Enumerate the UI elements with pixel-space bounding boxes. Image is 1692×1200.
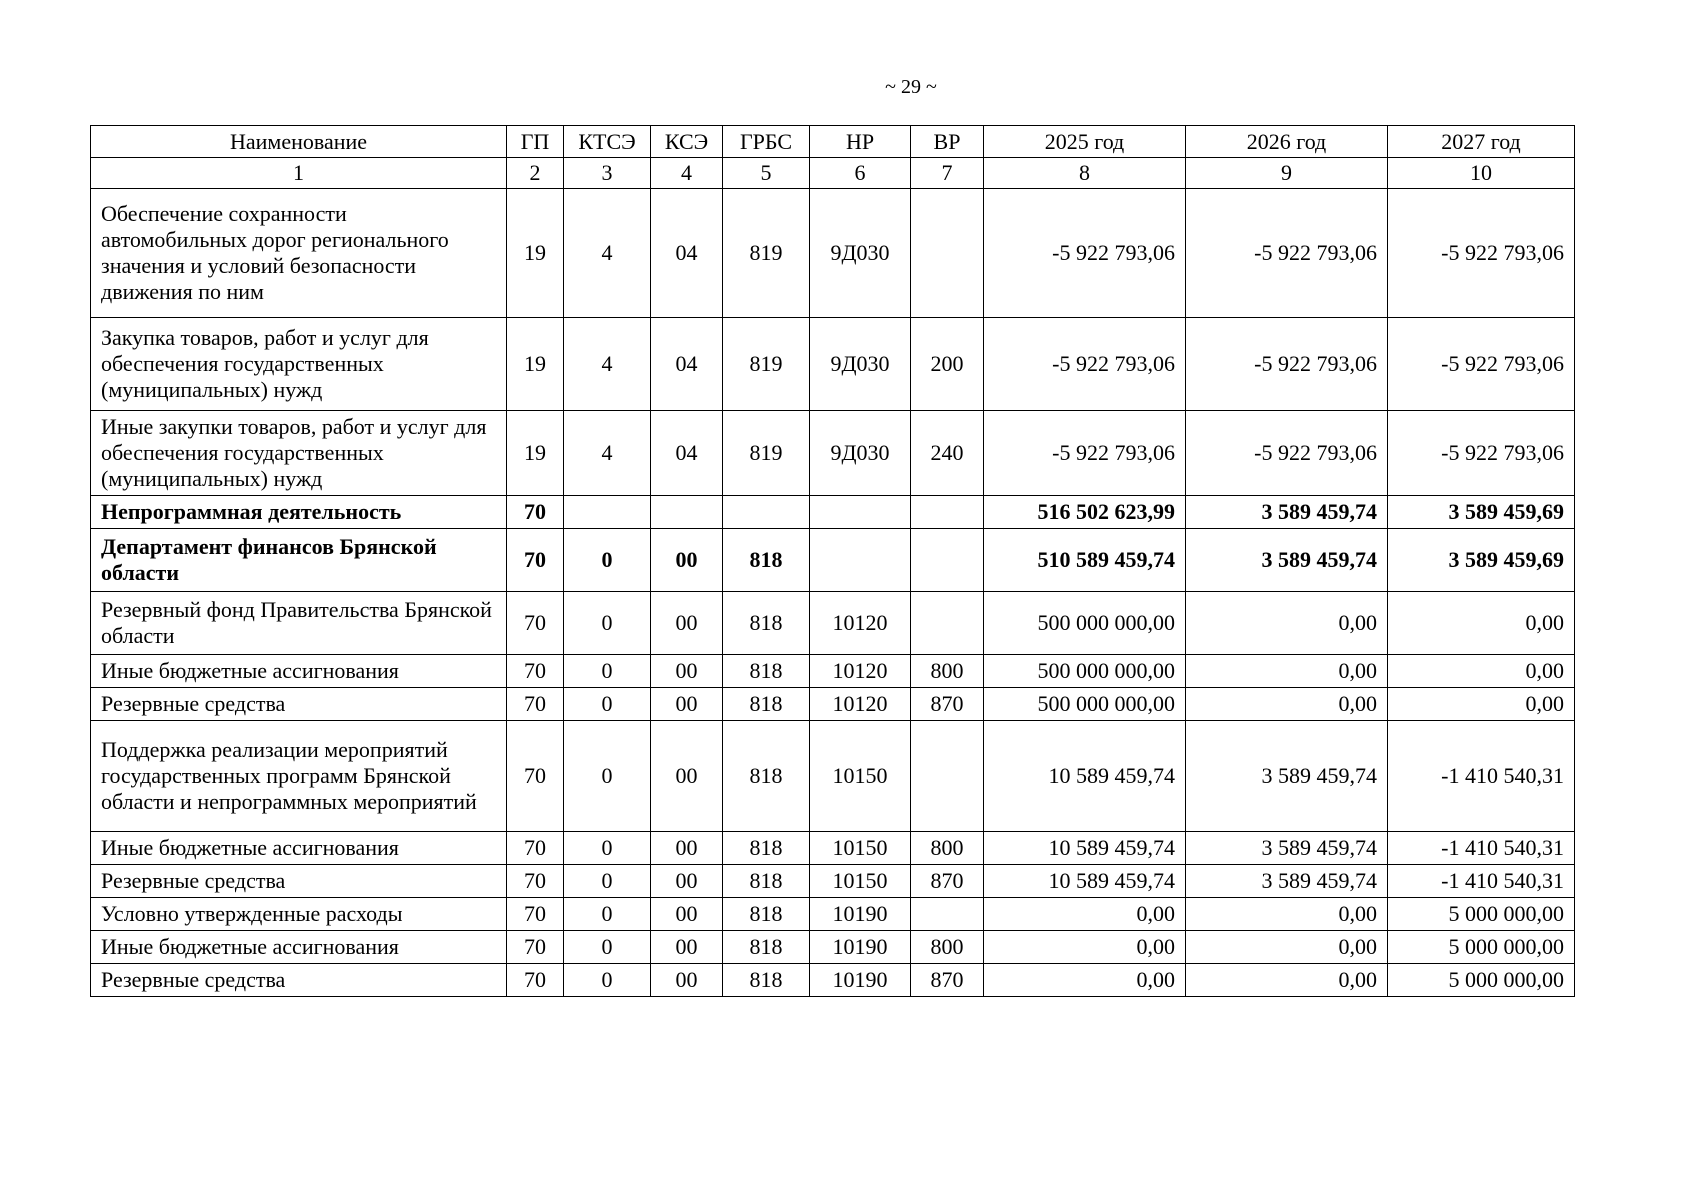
row-vr: 800	[911, 832, 984, 865]
row-vr	[911, 189, 984, 318]
row-2027: 5 000 000,00	[1388, 898, 1575, 931]
row-grbs	[723, 496, 810, 529]
row-2025: 500 000 000,00	[984, 688, 1186, 721]
row-2026: 0,00	[1186, 655, 1388, 688]
row-nr: 9Д030	[810, 411, 911, 496]
column-number: 4	[651, 158, 723, 189]
row-kse: 00	[651, 592, 723, 655]
table-row-total	[91, 496, 1575, 529]
row-grbs: 818	[723, 964, 810, 997]
row-vr: 870	[911, 865, 984, 898]
row-kse: 00	[651, 832, 723, 865]
header-gp: ГП	[507, 126, 564, 158]
column-number: 8	[984, 158, 1186, 189]
row-ktse: 0	[564, 688, 651, 721]
row-vr: 800	[911, 931, 984, 964]
row-name: Обеспечение сохранности автомобильных дорог регионального значения и условий безопасности движения по ним	[91, 189, 507, 318]
row-kse: 00	[651, 529, 723, 592]
row-nr: 10190	[810, 964, 911, 997]
column-number: 9	[1186, 158, 1388, 189]
row-vr	[911, 721, 984, 832]
row-gp: 70	[507, 865, 564, 898]
row-2027: 0,00	[1388, 688, 1575, 721]
row-2025: 0,00	[984, 964, 1186, 997]
row-grbs: 819	[723, 318, 810, 411]
column-number: 2	[507, 158, 564, 189]
header-grbs: ГРБС	[723, 126, 810, 158]
row-ktse: 0	[564, 721, 651, 832]
row-2027: 5 000 000,00	[1388, 931, 1575, 964]
header-kse: КСЭ	[651, 126, 723, 158]
row-kse: 04	[651, 189, 723, 318]
row-ktse: 0	[564, 898, 651, 931]
row-kse: 00	[651, 931, 723, 964]
row-2025: -5 922 793,06	[984, 318, 1186, 411]
header-ktse: КТСЭ	[564, 126, 651, 158]
row-name: Резервные средства	[91, 865, 507, 898]
row-gp: 70	[507, 832, 564, 865]
row-vr	[911, 898, 984, 931]
row-2025: 10 589 459,74	[984, 721, 1186, 832]
row-grbs: 818	[723, 688, 810, 721]
row-vr: 870	[911, 964, 984, 997]
row-nr: 9Д030	[810, 189, 911, 318]
row-name: Департамент финансов Брянской области	[91, 529, 507, 592]
table-row	[91, 832, 1575, 865]
row-kse: 00	[651, 688, 723, 721]
row-2026: 3 589 459,74	[1186, 529, 1388, 592]
column-number: 5	[723, 158, 810, 189]
row-2026: 0,00	[1186, 964, 1388, 997]
row-2027: -1 410 540,31	[1388, 865, 1575, 898]
row-2027: -5 922 793,06	[1388, 189, 1575, 318]
row-nr: 10150	[810, 832, 911, 865]
row-ktse: 0	[564, 931, 651, 964]
row-ktse: 0	[564, 865, 651, 898]
header-2026: 2026 год	[1186, 126, 1388, 158]
row-name: Резервные средства	[91, 688, 507, 721]
row-nr: 10190	[810, 931, 911, 964]
row-2027: -1 410 540,31	[1388, 721, 1575, 832]
header-2025: 2025 год	[984, 126, 1186, 158]
row-2025: 0,00	[984, 898, 1186, 931]
row-2027: 5 000 000,00	[1388, 964, 1575, 997]
row-name: Иные бюджетные ассигнования	[91, 832, 507, 865]
row-gp: 70	[507, 898, 564, 931]
row-nr: 10120	[810, 688, 911, 721]
row-gp: 70	[507, 592, 564, 655]
row-2027: -5 922 793,06	[1388, 318, 1575, 411]
row-2025: 500 000 000,00	[984, 592, 1186, 655]
row-gp: 70	[507, 655, 564, 688]
row-name: Резервные средства	[91, 964, 507, 997]
row-2026: 3 589 459,74	[1186, 496, 1388, 529]
row-gp: 19	[507, 411, 564, 496]
table-row	[91, 931, 1575, 964]
row-kse: 04	[651, 411, 723, 496]
row-nr	[810, 496, 911, 529]
table-row	[91, 411, 1575, 496]
row-gp: 70	[507, 721, 564, 832]
row-name: Иные бюджетные ассигнования	[91, 655, 507, 688]
table-row	[91, 898, 1575, 931]
row-ktse: 4	[564, 189, 651, 318]
row-2026: 3 589 459,74	[1186, 865, 1388, 898]
table-row	[91, 189, 1575, 318]
row-grbs: 818	[723, 592, 810, 655]
row-ktse: 0	[564, 529, 651, 592]
table-row	[91, 721, 1575, 832]
row-ktse: 4	[564, 318, 651, 411]
row-grbs: 818	[723, 832, 810, 865]
row-name: Иные закупки товаров, работ и услуг для обеспечения государственных (муниципальных) нужд	[91, 411, 507, 496]
row-grbs: 818	[723, 655, 810, 688]
row-ktse: 0	[564, 964, 651, 997]
row-ktse: 4	[564, 411, 651, 496]
row-grbs: 818	[723, 931, 810, 964]
row-gp: 19	[507, 318, 564, 411]
row-grbs: 819	[723, 189, 810, 318]
row-ktse	[564, 496, 651, 529]
row-2026: 0,00	[1186, 898, 1388, 931]
row-vr: 800	[911, 655, 984, 688]
row-nr	[810, 529, 911, 592]
row-gp: 70	[507, 496, 564, 529]
table-row	[91, 655, 1575, 688]
row-kse: 00	[651, 721, 723, 832]
column-number: 7	[911, 158, 984, 189]
row-nr: 10150	[810, 865, 911, 898]
header-vr: ВР	[911, 126, 984, 158]
row-kse	[651, 496, 723, 529]
row-2027: 3 589 459,69	[1388, 529, 1575, 592]
row-ktse: 0	[564, 655, 651, 688]
row-nr: 10120	[810, 655, 911, 688]
row-ktse: 0	[564, 832, 651, 865]
row-kse: 00	[651, 865, 723, 898]
row-name: Непрограммная деятельность	[91, 496, 507, 529]
row-ktse: 0	[564, 592, 651, 655]
row-2026: 0,00	[1186, 592, 1388, 655]
row-2026: 0,00	[1186, 688, 1388, 721]
row-2026: -5 922 793,06	[1186, 189, 1388, 318]
column-number: 6	[810, 158, 911, 189]
table-row	[91, 964, 1575, 997]
row-vr: 870	[911, 688, 984, 721]
row-name: Резервный фонд Правительства Брянской области	[91, 592, 507, 655]
row-gp: 70	[507, 931, 564, 964]
row-vr: 240	[911, 411, 984, 496]
row-gp: 19	[507, 189, 564, 318]
row-2025: -5 922 793,06	[984, 411, 1186, 496]
row-name: Иные бюджетные ассигнования	[91, 931, 507, 964]
budget-table	[90, 125, 1575, 997]
row-kse: 00	[651, 898, 723, 931]
row-2027: 0,00	[1388, 592, 1575, 655]
row-gp: 70	[507, 964, 564, 997]
row-2025: 10 589 459,74	[984, 865, 1186, 898]
row-2025: 516 502 623,99	[984, 496, 1186, 529]
row-gp: 70	[507, 529, 564, 592]
table-row	[91, 318, 1575, 411]
row-name: Условно утвержденные расходы	[91, 898, 507, 931]
page-number: ~ 29 ~	[885, 76, 937, 98]
row-kse: 04	[651, 318, 723, 411]
table-row	[91, 688, 1575, 721]
header-nr: НР	[810, 126, 911, 158]
header-2027: 2027 год	[1388, 126, 1575, 158]
row-kse: 00	[651, 964, 723, 997]
row-nr: 10150	[810, 721, 911, 832]
table-row	[91, 592, 1575, 655]
row-2027: -5 922 793,06	[1388, 411, 1575, 496]
row-2026: 0,00	[1186, 931, 1388, 964]
row-kse: 00	[651, 655, 723, 688]
row-nr: 10190	[810, 898, 911, 931]
row-2027: 3 589 459,69	[1388, 496, 1575, 529]
row-vr	[911, 592, 984, 655]
column-number-row	[91, 158, 1575, 189]
row-2025: 0,00	[984, 931, 1186, 964]
row-2026: -5 922 793,06	[1186, 318, 1388, 411]
row-gp: 70	[507, 688, 564, 721]
column-number: 3	[564, 158, 651, 189]
row-2026: 3 589 459,74	[1186, 721, 1388, 832]
table-row	[91, 865, 1575, 898]
row-vr: 200	[911, 318, 984, 411]
row-grbs: 818	[723, 898, 810, 931]
row-name: Поддержка реализации мероприятий государственных программ Брянской области и непрограммных мероприятий	[91, 721, 507, 832]
row-grbs: 818	[723, 529, 810, 592]
row-vr	[911, 496, 984, 529]
row-nr: 9Д030	[810, 318, 911, 411]
row-2027: 0,00	[1388, 655, 1575, 688]
header-name: Наименование	[91, 126, 507, 158]
row-2026: -5 922 793,06	[1186, 411, 1388, 496]
row-2025: -5 922 793,06	[984, 189, 1186, 318]
column-number: 1	[91, 158, 507, 189]
row-2027: -1 410 540,31	[1388, 832, 1575, 865]
row-grbs: 818	[723, 721, 810, 832]
row-nr: 10120	[810, 592, 911, 655]
row-vr	[911, 529, 984, 592]
row-name: Закупка товаров, работ и услуг для обеспечения государственных (муниципальных) нужд	[91, 318, 507, 411]
row-2025: 510 589 459,74	[984, 529, 1186, 592]
row-grbs: 819	[723, 411, 810, 496]
row-2025: 10 589 459,74	[984, 832, 1186, 865]
row-grbs: 818	[723, 865, 810, 898]
table-row-total	[91, 529, 1575, 592]
row-2025: 500 000 000,00	[984, 655, 1186, 688]
header-row	[91, 126, 1575, 158]
column-number: 10	[1388, 158, 1575, 189]
row-2026: 3 589 459,74	[1186, 832, 1388, 865]
